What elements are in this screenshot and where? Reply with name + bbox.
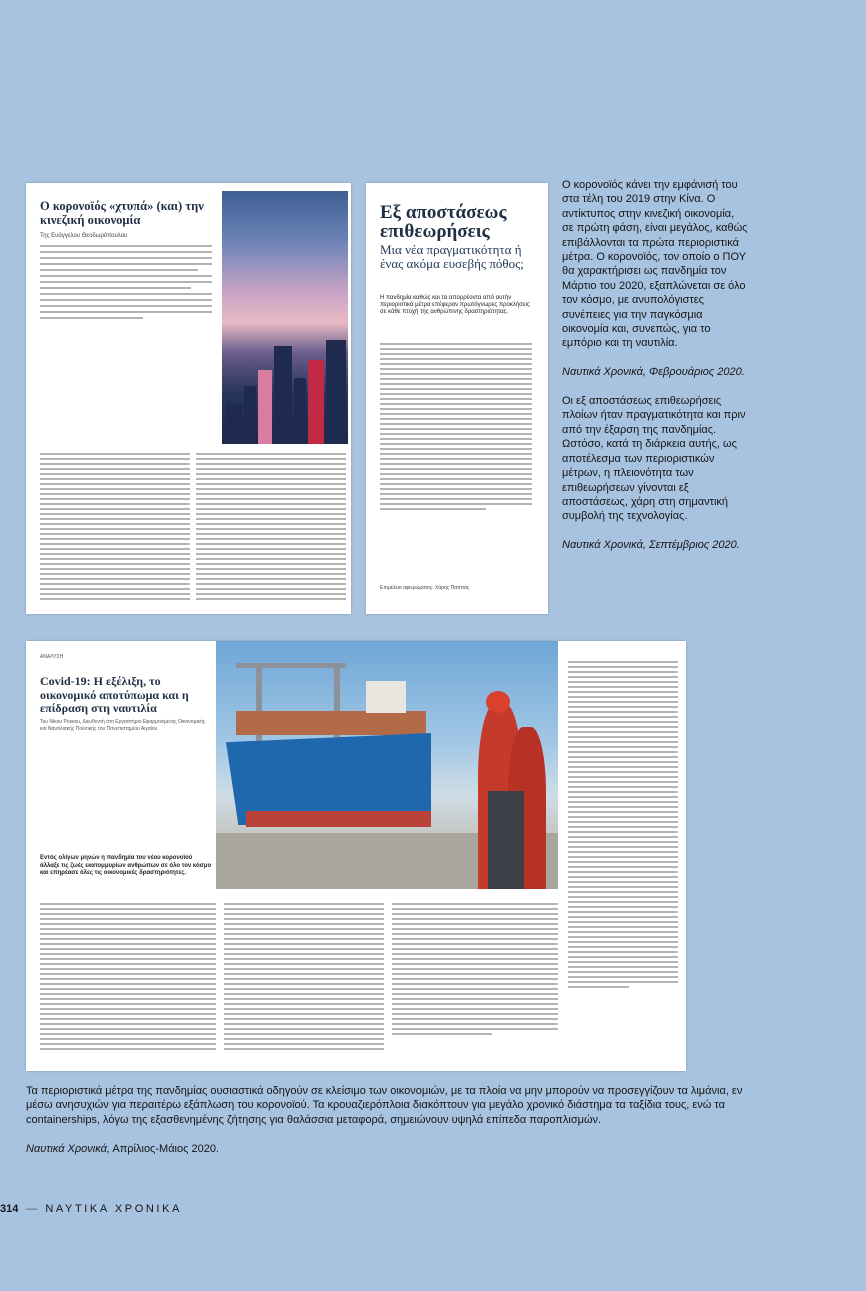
commentary-column xyxy=(562,178,748,567)
source-note-2: Ναυτικά Χρονικά, Σεπτέμβριος 2020. xyxy=(562,539,740,552)
caption-text: Τα περιοριστικά μέτρα της πανδημίας ουσιαστικά οδηγούν σε κλείσιμο των οικονομιών, με τα πλοία να μην μπορούν να προσεγγίζουν τα λιμάνια, εν μέσω ανησυχιών για περαιτέρω εξάπλωση του κορονοϊού. Τα κρουαζιερόπλοια διακόπτουν για μεγάλο χρονικό διάστημα τα ταξίδια τους, ενώ τα containerships, λόγω της εξασθενημένης ζήτησης για θαλάσσια μεταφορά, σημειώνουν υψηλά επίπεδα παροπλισμών. xyxy=(26,1085,743,1126)
body-text-column-right xyxy=(196,453,346,603)
article-title: Ο κορονοϊός «χτυπά» (και) την κινεζική οικονομία xyxy=(40,199,204,227)
intro-text-block xyxy=(40,245,212,323)
article-signoff: Επιμέλεια αφιερώματος: Χάρης Παππάς xyxy=(380,585,470,591)
article-title: Εξ αποστάσεως επιθεωρήσεις xyxy=(380,202,507,242)
magazine-name: ΝΑΥΤΙΚΑ ΧΡΟΝΙΚΑ xyxy=(45,1203,182,1215)
port-ship-photo xyxy=(216,641,558,889)
article-author: Της Ευάγγελου Θεοδωρόπουλου xyxy=(40,233,128,239)
page-footer xyxy=(0,1203,182,1215)
footer-separator: — xyxy=(26,1203,38,1215)
body-text xyxy=(380,343,532,513)
caption-source-title: Ναυτικά Χρονικά, xyxy=(26,1142,110,1155)
article-subtitle: Μια νέα πραγματικότητα ή ένας ακόμα ευσεβής πόθος; xyxy=(380,242,524,271)
article-title: Covid-19: Η εξέλιξη, το οικονομικό αποτύπωμα και η επίδραση στη ναυτιλία xyxy=(40,674,189,715)
body-text-column-2 xyxy=(224,903,384,1053)
article-page-remote-inspections xyxy=(366,183,548,614)
commentary-paragraph-1: Ο κορονοϊός κάνει την εμφάνισή του στα τέλη του 2019 στην Κίνα. Ο αντίκτυπος στην κινεζική οικονομία, σε πρώτη φάση, είναι μεγάλος, καθώς επιβάλλονται τα πρώτα περιοριστικά μέτρα. Ο κορονοϊός, τον οποίο ο ΠΟΥ θα χαρακτήρισει ως πανδημία τον Μάρτιο του 2020, εξαπλώνεται σε όλο τον κόσμο, με ανυπολόγιστες συνέπειες για την παγκόσμια οικονομία και, συνεπώς, για το εμπόριο και τη ναυτιλία. xyxy=(562,179,748,350)
caption-source-date: Απρίλιος-Μάιος 2020. xyxy=(109,1142,219,1155)
article-spread-covid-shipping xyxy=(26,641,686,1071)
article-author: Του Νίκου Ρόκκου, Διευθυντή στο Εργαστήριο Εφαρμοσμένης Οικονομικής και Ναυτιλιακής Πολιτικής του Πανεπιστημίου Αιγαίου xyxy=(40,719,206,732)
article-kicker: ΑΝΑΛΥΣΗ xyxy=(40,654,64,660)
source-note-1: Ναυτικά Χρονικά, Φεβρουάριος 2020. xyxy=(562,366,745,379)
body-text-column-4 xyxy=(568,661,678,991)
spread-caption xyxy=(26,1084,756,1156)
article-lead: Εντός ολίγων μηνών η πανδημία του νέου κορονοϊού άλλαξε τις ζωές εκατομμυρίων ανθρώπων σε όλο τον κόσμο και επηρέασε όλες τις οικονομικές δραστηριότητες. xyxy=(40,855,212,876)
body-text-column-1 xyxy=(40,903,216,1053)
article-page-chinese-economy xyxy=(26,183,351,614)
body-text-column-left xyxy=(40,453,190,603)
commentary-paragraph-2: Οι εξ αποστάσεως επιθεωρήσεις πλοίων ήταν πραγματικότητα και πριν από την έξαρση της πανδημίας. Ωστόσο, κατά τη διάρκεια αυτής, ως αποτέλεσμα των περιοριστικών μέτρων, η πλειονότητα των επιθεωρήσεων γίνονται εξ αποστάσεως, χάρη στη σημαντική συμβολή της τεχνολογίας. xyxy=(562,395,746,523)
city-skyline-photo xyxy=(222,191,348,444)
page-number: 314 xyxy=(0,1203,19,1215)
body-text-column-3 xyxy=(392,903,558,1038)
caption-source xyxy=(26,1142,756,1156)
article-lead: Η πανδημία καθώς και τα απορρέοντα από αυτήν περιοριστικά μέτρα επέφεραν πρωτόγνωρες προκλήσεις σε κάθε πτυχή της ανθρώπινης δραστηριότητας. xyxy=(380,295,530,315)
